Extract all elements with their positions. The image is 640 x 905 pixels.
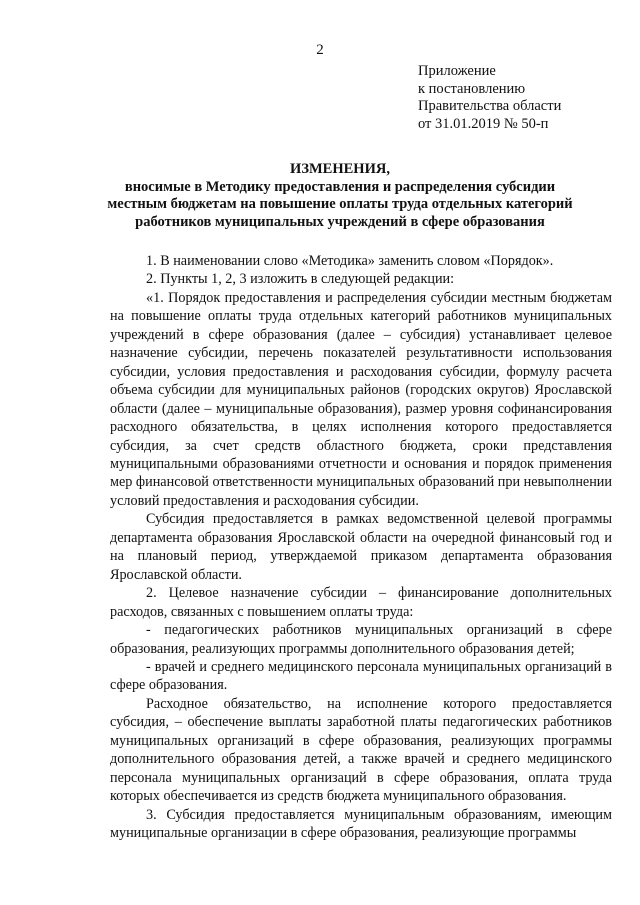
document-body — [110, 252, 612, 843]
paragraph: - врачей и среднего медицинского персонала муниципальных организаций в сфере образования. — [110, 658, 612, 694]
paragraph: 2. Пункты 1, 2, 3 изложить в следующей редакции: — [146, 271, 455, 288]
page-number: 2 — [316, 42, 324, 58]
paragraph: «1. Порядок предоставления и распределения субсидии местным бюджетам на повышение оплаты труда отдельных категорий работников муниципальных учреждений в сфере образования (далее – субсидия) устанавливает целевое назначение субсидии, перечень показателей результативности использования субсидии, условия предоставления и расходования субсидии, формулу расчета объема субсидии для муниципальных районов (городских округов) Ярославской области (далее – муниципальные образования), размер уровня софинансирования расходного обязательства, в целях исполнения которого предоставляется субсидия, за счет средств областного бюджета, сроки представления муниципальными образованиями отчетности и основания и порядок применения мер финансовой ответственности муниципальных образований при невыполнении условий предоставления и расходования субсидии. — [110, 289, 612, 509]
appendix-line: к постановлению — [418, 80, 526, 97]
paragraph: 1. В наименовании слово «Методика» заменить словом «Порядок». — [146, 253, 554, 269]
paragraph: Субсидия предоставляется в рамках ведомственной целевой программы департамента образования Ярославской области на очередной финансовый год и на плановый период, утверждаемой приказом департамента образования Ярославской области. — [110, 511, 612, 583]
paragraph: - педагогических работников муниципальных организаций в сфере образования, реализующих программы дополнительного образования детей; — [110, 622, 612, 657]
appendix-line: от 31.01.2019 № 50-п — [418, 115, 549, 132]
heading-line: вносимые в Методику предоставления и распределения субсидии — [124, 178, 556, 195]
document-title: ИЗМЕНЕНИЯ, — [290, 161, 390, 177]
document-heading — [60, 161, 620, 231]
appendix-block — [418, 63, 561, 133]
appendix-line: Правительства области — [418, 98, 562, 114]
paragraph: 2. Целевое назначение субсидии – финансирование дополнительных расходов, связанных с повышением оплаты труда: — [110, 585, 612, 620]
paragraph: Расходное обязательство, на исполнение которого предоставляется субсидия, – обеспечение выплаты заработной платы педагогических работников муниципальных организаций в сфере образования, реализующих программы дополнительного образования детей, а также врачей и среднего медицинского персонала муниципальных организаций в сфере образования, оплата труда которых обеспечивается из средств бюджета муниципального образования. — [110, 695, 612, 805]
appendix-line: Приложение — [418, 63, 496, 79]
paragraph: 3. Субсидия предоставляется муниципальным образованиям, имеющим муниципальные организации в сфере образования, реализующие программы — [110, 806, 612, 842]
heading-line: местным бюджетам на повышение оплаты труда отдельных категорий — [107, 196, 573, 213]
heading-line: работников муниципальных учреждений в сфере образования — [135, 213, 545, 230]
